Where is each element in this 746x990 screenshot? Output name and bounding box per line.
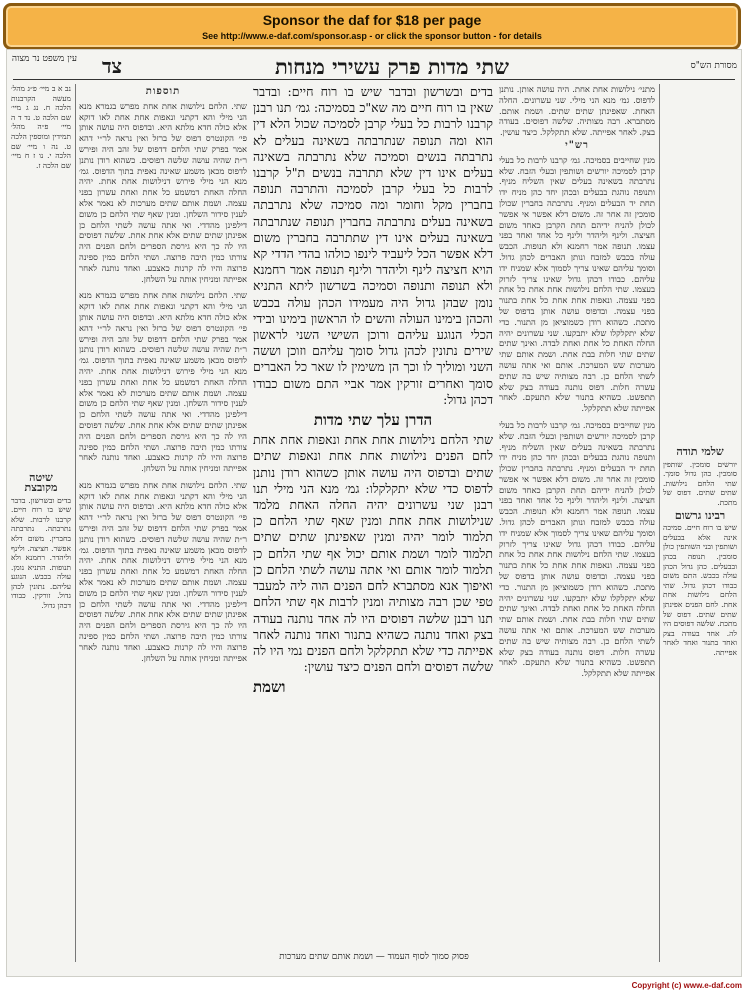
catchword: ושמת	[253, 678, 286, 697]
mishnah-text: שתי הלחם נילושות אחת אחת ונאפות אחת אחת לחם הפנים נילושות אחת אחת ונאפות שתים שתים ובדפוס היה עושה אותן כשהוא רודן נותנן לדפוס כדי שלא יתקלקלו: גמ׳ מנא הני מילי תנו רבנן שני עשרונים יהיה החלה האחת מלמד שנילושות אחת אחת ומנין שאף שתי הלחם כן תלמוד לומר יהיה ומנין שאפינתן שתים שתים תלמוד לומר ושמת אותם יכול אף שתי הלחם כן תלמוד לומר אותם ואי אתה עושה לשתי הלחם כן ואיפוך אנא מסתברא לחם הפנים הוה ליה למעבד טפי שכן רבה מצותיה ומנין לרבות אף שתי הלחם תנו רבנן שלשה דפוסים היו לה אחד נותנה בעודה בצק ואחד נותנה כשהיא בתנור ואחד נותנה לאחר אפייתה כדי שלא תתקלקל ולחם הפנים נמי היו לה שלשה דפוסים ולחם הפנים כיצד עושין:	[253, 432, 493, 675]
column-divider-right	[659, 84, 660, 962]
right-notes-2: יורשים סומכין. שותפין סומכין. כהן גדול סומך. שתי הלחם נילושות. שתים שתים. דפוס של מתכת.	[663, 459, 737, 507]
masoret-header: מסורת הש"ס	[690, 61, 737, 71]
right-section-title: רבינו גרשום	[674, 508, 726, 522]
copyright-link[interactable]: Copyright (c) www.e-daf.com	[631, 981, 742, 990]
tosafot-text-2: שתי. הלחם נילושות אחת אחת מפרש בגמרא מנא הני מילי והא דקתני ונאפות אחת אחת לאו דוקא אלא כולה חדא מלתא היא. ובדפוס היה עושה אותן פי׳ הקונטרס דפוס של ברזל ואין נראה לר״י דהא אמר בפרק שתי הלחם דדפוס של זהב היה ופירש ר״ת שהיה עושה שלשה דפוסים. כשהוא רודן נותנן לדפוס מכאן משמע שאינה נאפית בתוך הדפוס. גמ׳ מנא הני מילי פירוש דנילושות אחת אחת. יהיה החלה האחת דמשמע כל אחת ואחת עשרון בפני עצמה. ושמת אותם שתים מערכות לא נאמר אלא לענין סידור השלחן. ומנין שאף שתי הלחם כן משום דילפינן מהדדי. ואי אתה עושה לשתי הלחם כן אפינתן שתים שתים אלא אחת אחת. שלשה דפוסים היו לה כך היא גירסת הספרים ולחם הפנים היה צורתו כמין תיבה פרוצה. ושתי הלחם כמין ספינה פרוצה והיו לה קרנות כאצבע. ואחד נותנה לאחר אפייתה ומניחין אותה על השלחן.	[79, 290, 247, 474]
tosafot-text-3: שתי. הלחם נילושות אחת אחת מפרש בגמרא מנא הני מילי והא דקתני ונאפות אחת אחת לאו דוקא אלא כולה חדא מלתא היא. ובדפוס היה עושה אותן פי׳ הקונטרס דפוס של ברזל ואין נראה לר״י דהא אמר בפרק שתי הלחם דדפוס של זהב היה ופירש ר״ת שהיה עושה שלשה דפוסים. כשהוא רודן נותנן לדפוס מכאן משמע שאינה נאפית בתוך הדפוס. גמ׳ מנא הני מילי פירוש דנילושות אחת אחת. יהיה החלה האחת דמשמע כל אחת ואחת עשרון בפני עצמה. ושמת אותם שתים מערכות לא נאמר אלא לענין סידור השלחן. ומנין שאף שתי הלחם כן משום דילפינן מהדדי. ואי אתה עושה לשתי הלחם כן אפינתן שתים שתים אלא אחת אחת. שלשה דפוסים היו לה כך היא גירסת הספרים ולחם הפנים היה צורתו כמין תיבה פרוצה. ושתי הלחם כמין ספינה פרוצה והיו לה קרנות כאצבע. ואחד נותנה לאחר אפייתה ומניחין אותה על השלחן.	[79, 479, 247, 663]
tosafot-title: תוספות	[145, 86, 181, 97]
header-rule	[13, 79, 735, 80]
rashi-intro: מתני׳ נילושות אחת אחת. היה עושה אותן. נותנן לדפוס. גמ׳ מנא הני מילי. שני עשרונים. החלה האחת. שאפינתן שתים שתים. ושמת אותם. מסתברא. רבה מצותיה. שלשה דפוסים. בעודה בצק. לאחר אפייתה. שלא תתקלקל. כיצד עושין.	[499, 84, 655, 138]
gemara-text: בדים ובשרשון ובדבר שיש בו רוח חיים: ובדבר שאין בו רוח חיים מה שא"כ בסמיכה: גמ׳ תנו רבנן קרבנו לרבות כל בעלי קרבן לסמיכה שכול הלא דין הוא ומה תנופה שנתרבתה בשאינה בעלים לא נתרבתה בנשים וסמיכה שלא נתרבתה בשאינה בעלים אינו דין שלא תתרבה בנשים ת"ל קרבנו לרבות כל בעלי קרבן לסמיכה והתרבה תנופה בחברין מקל וחומר ומה סמיכה שלא נתרבתה בשאינה בעלים נתרבתה בחברין תנופה שנתרבתה בשאינה בעלים אינו דין שתתרבה בחברין משום דלא אפשר הכל ליעביד לינפו כולהו בהדי הדדי קא הויא חציצה לינף וליהדר ולינף תנופה אמר רחמנא ולא תנופה ותנופה וסמיכה בשרשון ליתא התניא נומן שבהן גדול היה מעמידו הכהן עולה בכבש והכהן בימינו העולה והשים לו הראשון בימינו ובידי הכלי הנוגע עליהם ורוכן השישי השני לראשון שירים נתונין לכהן גדול סומך עליהם וזוכן וששה השני ומוליך לו וכך הן משימין לו שאר כל האברים סומך ואחרים זורקין אמר אביי התם משום כבודו דכהן גדול:	[253, 84, 493, 407]
tosafot-text: שתי. הלחם נילושות אחת אחת מפרש בגמרא מנא הני מילי והא דקתני ונאפות אחת אחת לאו דוקא אלא כולה חדא מלתא היא. ובדפוס היה עושה אותן פי׳ הקונטרס דפוס של ברזל ואין נראה לר״י דהא אמר בפרק שתי הלחם דדפוס של זהב היה ופירש ר״ת שהיה עושה שלשה דפוסים. כשהוא רודן נותנן לדפוס מכאן משמע שאינה נאפית בתוך הדפוס. גמ׳ מנא הני מילי פירוש דנילושות אחת אחת. יהיה החלה האחת דמשמע כל אחת ואחת עשרון בפני עצמה. ושמת אותם שתים מערכות לא נאמר אלא לענין סידור השלחן. ומנין שאף שתי הלחם כן משום דילפינן מהדדי. ואי אתה עושה לשתי הלחם כן אפינתן שתים שתים אלא אחת אחת. שלשה דפוסים היו לה כך היא גירסת הספרים ולחם הפנים היה צורתו כמין תיבה פרוצה. ושתי הלחם כמין ספינה פרוצה והיו לה קרנות כאצבע. ואחד נותנה לאחר אפייתה ומניחין אותה על השלחן.	[79, 100, 247, 284]
rashi-text-2: מנין שחייבים בסמיכה. גמ׳ קרבנו לרבות כל בעלי קרבן לסמיכה יורשים ושותפין ובעלי הזבח. שלא נתרבתה בשאינה בעלים שאין השליח מניף. ותנופה נוהגת בבעלים ובכהן יחד כהן מניח ידו תחת יד הבעלים ומניף. נתרבתה בחברין שכולן סומכין זה אחר זה. משום דלא אפשר אי אפשר לכולן להניח ידיהם תחת הקרבן כאחד משום חציצה. ולינף וליהדר ולינף כל אחד ואחד בפני עצמו. תנופה אמר רחמנא ולא תנופות. הכבש עולה בכבש למזבח ונותן האברים לכהן גדול. וסומך עליהם שאינו צריך לסמוך אלא שמניח ידו עליהם. כבודו דכהן גדול שאינו צריך לזרוק בעצמו. שתי הלחם נילושות אחת אחת כל אחת בפני עצמה. ונאפות אחת אחת כל אחת בתנור בפני עצמה. ובדפוס עושה אותן בדפוס של מתכת. כשהוא רודן כשמוציאן מן התנור. כדי שלא יתקלקלו שלא יתבקעו. שני עשרונים יהיה החלה האחת כל אחת ואחת לבדה. ואינך שתים שתים שתי חלות בבת אחת. ושמת אותם שתי מערכות שש המערכת. אותם ואי אתה עושה לשתי הלחם כן. רבה מצותיה שיש בה שתים עשרה חלות. דפוס נותנה בעודה בצק שלא תתפשט. כשהיא בתנור שלא תתעקם. לאחר אפייתה שלא תתקלקל.	[499, 419, 655, 679]
rashi-title: רש"י	[565, 139, 589, 151]
banner-title[interactable]: Sponsor the daf for $18 per page	[262, 12, 482, 28]
rashi-text: מנין שחייבים בסמיכה. גמ׳ קרבנו לרבות כל בעלי קרבן לסמיכה יורשים ושותפין ובעלי הזבח. שלא נתרבתה בשאינה בעלים שאין השליח מניף. ותנופה נוהגת בבעלים ובכהן יחד כהן מניח ידו תחת יד הבעלים ומניף. נתרבתה בחברין שכולן סומכין זה אחר זה. משום דלא אפשר אי אפשר לכולן להניח ידיהם תחת הקרבן כאחד משום חציצה. ולינף וליהדר ולינף כל אחד ואחד בפני עצמו. תנופה אמר רחמנא ולא תנופות. הכבש עולה בכבש למזבח ונותן האברים לכהן גדול. וסומך עליהם שאינו צריך לסמוך אלא שמניח ידו עליהם. כבודו דכהן גדול שאינו צריך לזרוק בעצמו. שתי הלחם נילושות אחת אחת כל אחת בפני עצמה. ונאפות אחת אחת כל אחת בתנור בפני עצמה. ובדפוס עושה אותן בדפוס של מתכת. כשהוא רודן כשמוציאן מן התנור. כדי שלא יתקלקלו שלא יתבקעו. שני עשרונים יהיה החלה האחת כל אחת ואחת לבדה. ואינך שתים שתים שתי חלות בבת אחת. ושמת אותם שתי מערכות שש המערכת. אותם ואי אתה עושה לשתי הלחם כן. רבה מצותיה שיש בה שתים עשרה חלות. דפוס נותנה בעודה בצק שלא תתפשט. כשהיא בתנור שלא תתעקם. לאחר אפייתה שלא תתקלקל.	[499, 154, 655, 414]
page-title: שתי מדות פרק עשירי מנחות	[274, 54, 510, 79]
page-number: צד	[101, 54, 123, 78]
bottom-line: פסוק סמוך לסוף העמוד — ושמת אותם שתים מערכות	[279, 952, 469, 962]
column-divider	[75, 84, 76, 962]
ein-mishpat-header: עין משפט נר מצוה	[11, 54, 77, 64]
hadran-heading: הדרן עלך שתי מדות	[313, 411, 433, 430]
gemara-column	[253, 84, 493, 964]
left-section-title: שיטה מקובצת	[24, 471, 58, 494]
talmud-page	[6, 49, 742, 977]
left-margin-notes-2: בדים ובשרשון. בדבר שיש בו רוח חיים. קרבנו לרבות. שלא נתרבתה. נתרבתה בחברין. משום דלא אפשר. חציצה. ולינף וליהדר. רחמנא ולא תנופות. התניא נומן. עולה בכבש. הנוגע עליהם. נתונין לכהן גדול. זורקין. כבודו דכהן גדול.	[11, 495, 71, 611]
left-margin-column	[11, 84, 71, 954]
right-notes: שיש בו רוח חיים. סמיכה אינה אלא בבעלים ושותפין ובני השותפין כולן סומכין. תנופה בכהן ובבעלים. כהן גדול הכהן עולה בכבש. התם משום כבודו דכהן גדול. שתי הלחם נילושות אחת אחת. לחם הפנים אפינתן שתים שתים. דפוס של מתכת. שלשה דפוסים היו לה. אחד בעודה בצק ואחד בתנור ואחד לאחר אפייתה.	[663, 523, 737, 657]
rashi-column	[499, 84, 655, 954]
tosafot-column	[79, 84, 247, 954]
left-margin-notes: נב א ב מיי׳ פ״ג מהל׳ מעשה הקרבנות הלכה ח. נג ג מיי׳ שם הלכה ט. נד ד ה מיי׳ פ״ה מהל׳ תמידין ומוספין הלכה ט. נה ו מיי׳ שם הלכה י. נו ז ח מיי׳ שם הלכה ז.	[11, 84, 71, 170]
right-margin-column	[663, 84, 737, 954]
banner-subtitle[interactable]: See http://www.e-daf.com/sponsor.asp - or click the sponsor button - for details	[202, 31, 542, 41]
right-section-title-2: שלמי תודה	[676, 445, 724, 458]
sponsor-banner[interactable]	[3, 3, 741, 50]
